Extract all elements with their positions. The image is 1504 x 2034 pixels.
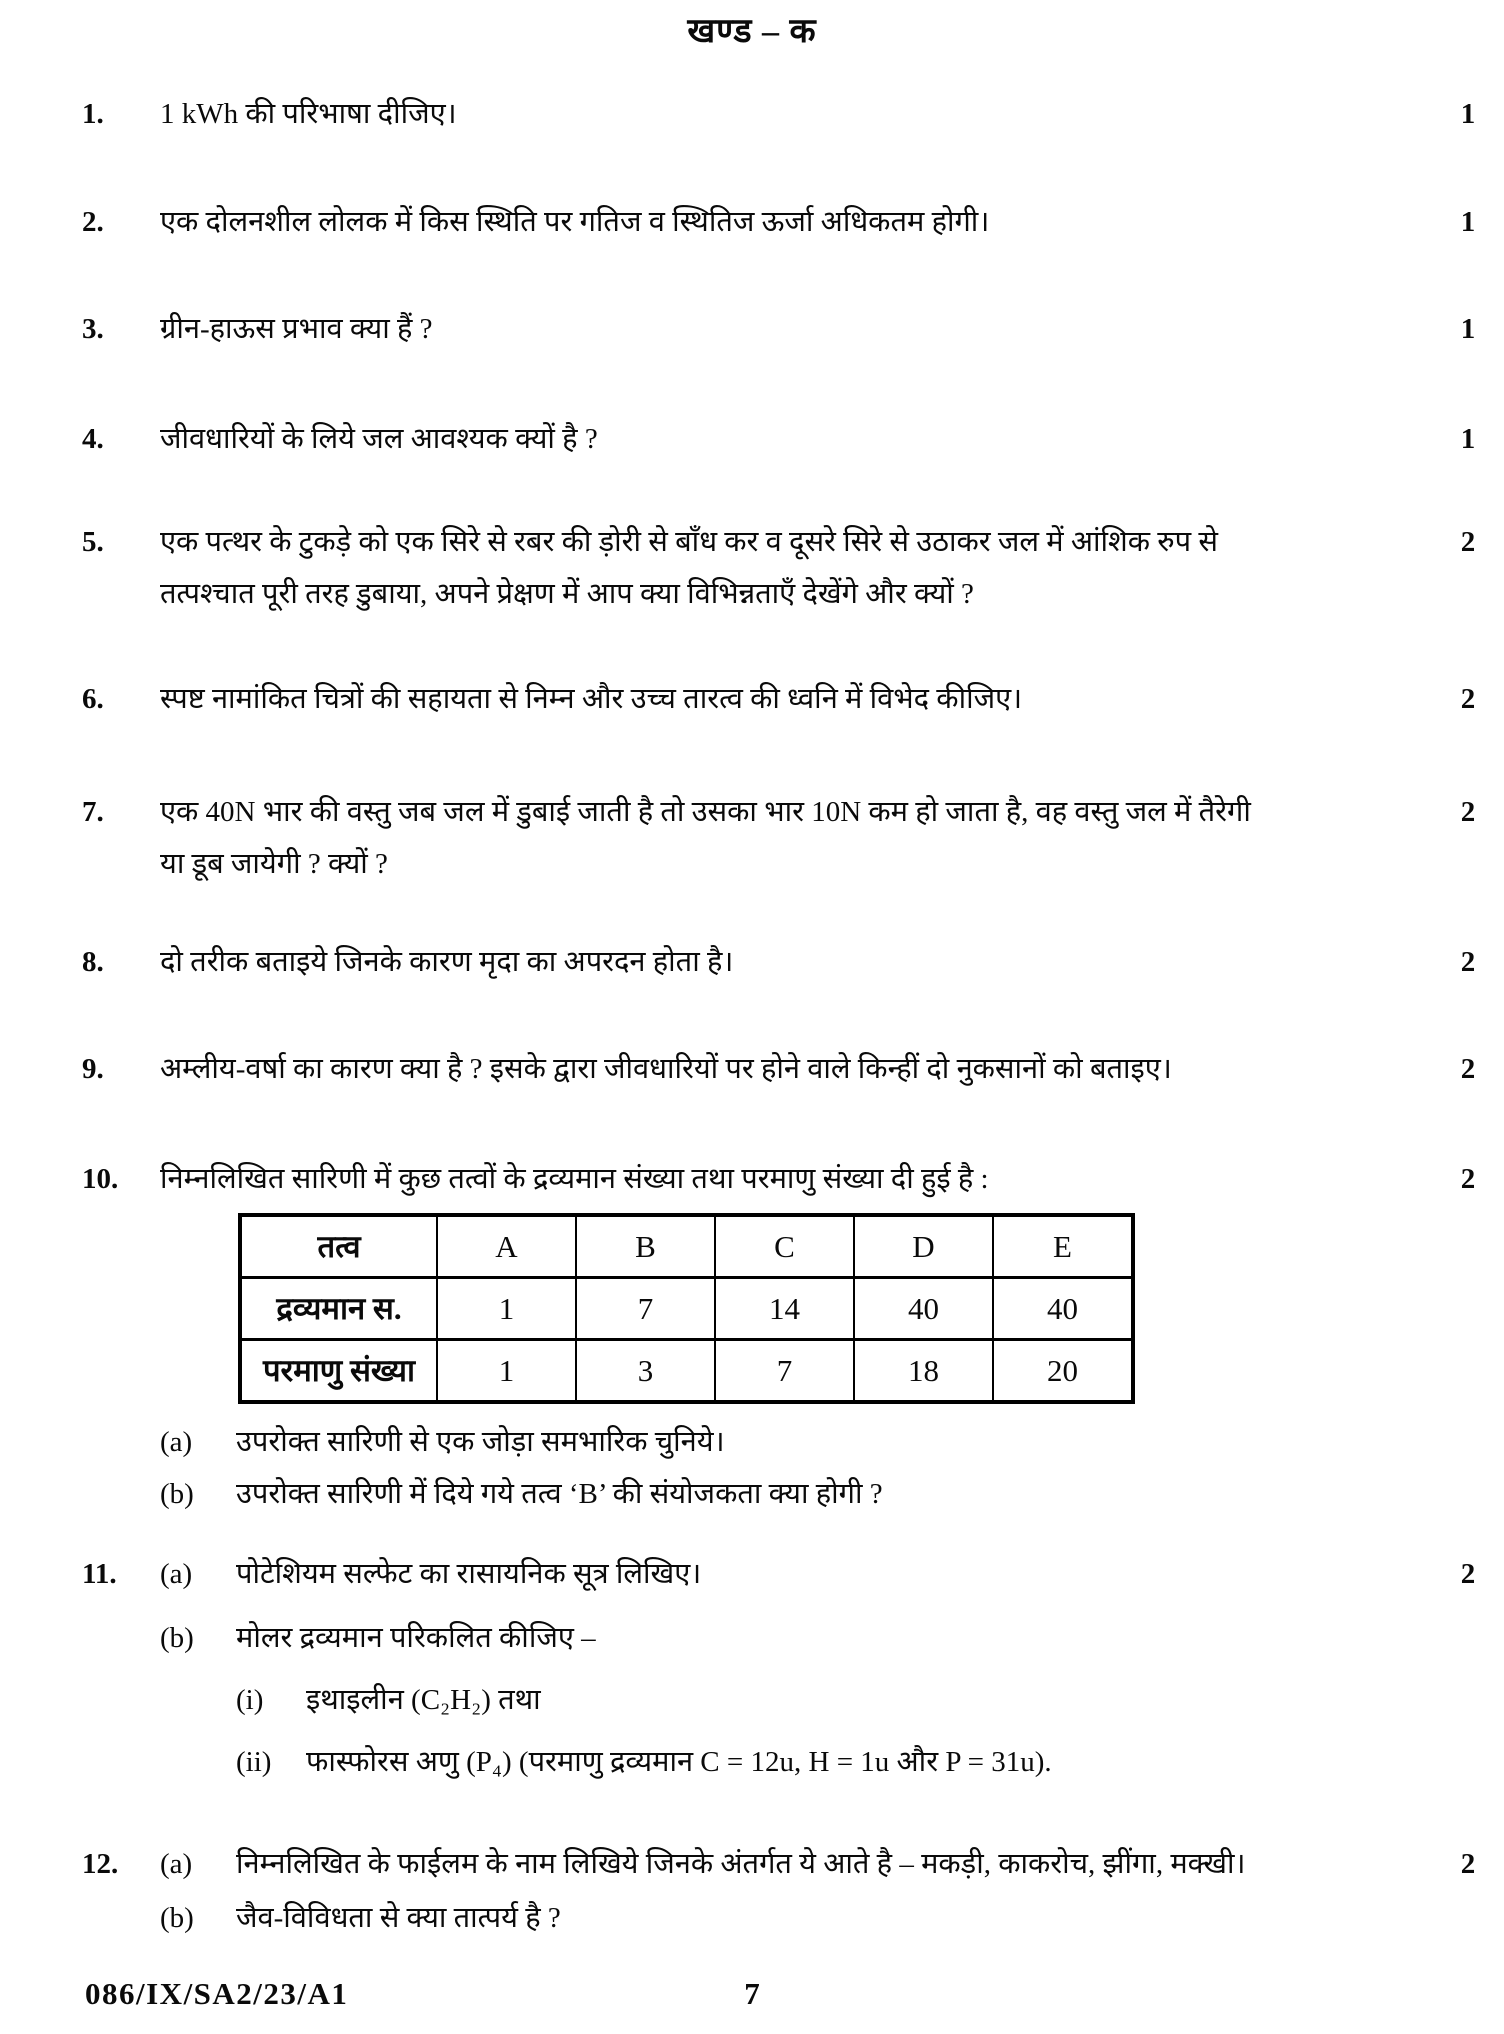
table-header-row bbox=[240, 1215, 1133, 1278]
question-6-number: 6. bbox=[82, 683, 104, 715]
question-7 bbox=[0, 786, 1504, 890]
table-cell: 7 bbox=[715, 1340, 854, 1403]
question-4 bbox=[0, 413, 1504, 465]
question-line: एक पत्थर के टुकड़े को एक सिरे से रबर की ड़ोरी से बाँध कर व दूसरे सिरे से उठाकर जल में आंशिक रुप से bbox=[160, 526, 1218, 558]
question-10 bbox=[0, 1153, 1504, 1520]
question-9 bbox=[0, 1043, 1504, 1095]
question-11-marks: 2 bbox=[1460, 1558, 1476, 1590]
table-cell: 40 bbox=[993, 1278, 1133, 1340]
part-text: जैव-विविधता से क्या तात्पर्य है ? bbox=[236, 1902, 561, 1934]
question-10-part-b bbox=[160, 1468, 1448, 1520]
part-label: (b) bbox=[160, 1902, 194, 1934]
question-11-part-b-ii bbox=[236, 1736, 1448, 1788]
elements-table bbox=[238, 1213, 1135, 1404]
question-11-part-b bbox=[160, 1612, 1448, 1788]
question-10-marks: 2 bbox=[1460, 1163, 1476, 1195]
question-4-text bbox=[160, 413, 1448, 465]
question-3 bbox=[0, 303, 1504, 355]
question-7-text bbox=[160, 786, 1448, 890]
question-11-number: 11. bbox=[82, 1558, 117, 1590]
question-line: दो तरीक बताइये जिनके कारण मृदा का अपरदन होता है। bbox=[160, 946, 734, 978]
question-line: एक 40N भार की वस्तु जब जल में डुबाई जाती है तो उसका भार 10N कम हो जाता है, वह वस्तु जल में तैरेगी bbox=[160, 796, 1251, 828]
question-1-text bbox=[160, 88, 1448, 140]
question-3-marks: 1 bbox=[1460, 313, 1476, 345]
question-10-number: 10. bbox=[82, 1163, 119, 1195]
table-row-mass-number bbox=[240, 1278, 1133, 1340]
question-8-text bbox=[160, 936, 1448, 988]
question-6 bbox=[0, 673, 1504, 725]
table-cell: C bbox=[715, 1215, 854, 1278]
question-9-text bbox=[160, 1043, 1448, 1095]
table-cell: 3 bbox=[576, 1340, 715, 1403]
subpart-label: (i) bbox=[236, 1684, 264, 1716]
question-line: तत्पश्चात पूरी तरह डुबाया, अपने प्रेक्षण में आप क्या विभिन्नताएँ देखेंगे और क्यों ? bbox=[160, 578, 974, 610]
question-6-text bbox=[160, 673, 1448, 725]
question-8-marks: 2 bbox=[1460, 946, 1476, 978]
part-text: पोटेशियम सल्फेट का रासायनिक सूत्र लिखिए। bbox=[236, 1558, 702, 1590]
table-cell: E bbox=[993, 1215, 1133, 1278]
part-label: (b) bbox=[160, 1478, 194, 1510]
part-text bbox=[236, 1612, 1448, 1788]
question-11 bbox=[0, 1548, 1504, 1788]
page-number: 7 bbox=[744, 1976, 760, 2011]
question-10-text bbox=[160, 1153, 1448, 1520]
question-2-text bbox=[160, 196, 1448, 248]
question-12-marks: 2 bbox=[1460, 1848, 1476, 1880]
question-8-number: 8. bbox=[82, 946, 104, 978]
subpart-text: फास्फोरस अणु (P₄) (परमाणु द्रव्यमान C = 12u, H = 1u और P = 31u). bbox=[306, 1746, 1052, 1778]
question-11-part-b-i bbox=[236, 1674, 1448, 1726]
question-5-number: 5. bbox=[82, 526, 104, 558]
question-10-part-a bbox=[160, 1416, 1448, 1468]
question-3-text bbox=[160, 303, 1448, 355]
question-5 bbox=[0, 516, 1504, 620]
question-9-number: 9. bbox=[82, 1053, 104, 1085]
question-11-text bbox=[160, 1548, 1448, 1788]
question-line: निम्नलिखित सारिणी में कुछ तत्वों के द्रव्यमान संख्या तथा परमाणु संख्या दी हुई है : bbox=[160, 1163, 989, 1195]
part-text: उपरोक्त सारिणी में दिये गये तत्व ‘B’ की संयोजकता क्या होगी ? bbox=[236, 1478, 883, 1510]
subpart-text: इथाइलीन (C₂H₂) तथा bbox=[306, 1684, 541, 1716]
question-line: एक दोलनशील लोलक में किस स्थिति पर गतिज व स्थितिज ऊर्जा अधिकतम होगी। bbox=[160, 206, 990, 238]
question-4-marks: 1 bbox=[1460, 423, 1476, 455]
question-2-marks: 1 bbox=[1460, 206, 1476, 238]
question-9-marks: 2 bbox=[1460, 1053, 1476, 1085]
table-cell: 7 bbox=[576, 1278, 715, 1340]
part-label: (a) bbox=[160, 1426, 193, 1458]
part-b-intro: मोलर द्रव्यमान परिकलित कीजिए – bbox=[236, 1622, 596, 1654]
part-text: निम्नलिखित के फाईलम के नाम लिखिये जिनके अंतर्गत ये आते है – मकड़ी, काकरोच, झींगा, मक्खी। bbox=[236, 1848, 1246, 1880]
table-cell: D bbox=[854, 1215, 993, 1278]
table-cell: 18 bbox=[854, 1340, 993, 1403]
question-12-text bbox=[160, 1838, 1448, 1944]
table-cell: 40 bbox=[854, 1278, 993, 1340]
question-12-part-b bbox=[160, 1892, 1448, 1944]
question-2 bbox=[0, 196, 1504, 248]
question-line: अम्लीय-वर्षा का कारण क्या है ? इसके द्वारा जीवधारियों पर होने वाले किन्हीं दो नुकसानों को बताइए। bbox=[160, 1053, 1172, 1085]
table-cell: A bbox=[437, 1215, 576, 1278]
question-11-part-a bbox=[160, 1548, 1448, 1600]
section-title: खण्ड – क bbox=[687, 13, 817, 50]
question-12-part-a bbox=[160, 1838, 1448, 1890]
table-cell: परमाणु संख्या bbox=[240, 1340, 437, 1403]
question-line: या डूब जायेगी ? क्यों ? bbox=[160, 848, 388, 880]
question-1-marks: 1 bbox=[1460, 98, 1476, 130]
paper-code: 086/IX/SA2/23/A1 bbox=[85, 1976, 349, 2011]
question-8 bbox=[0, 936, 1504, 988]
question-4-number: 4. bbox=[82, 423, 104, 455]
question-1-number: 1. bbox=[82, 98, 104, 130]
subpart-label: (ii) bbox=[236, 1746, 272, 1778]
question-line: स्पष्ट नामांकित चित्रों की सहायता से निम्न और उच्च तारत्व की ध्वनि में विभेद कीजिए। bbox=[160, 683, 1023, 715]
question-12-number: 12. bbox=[82, 1848, 119, 1880]
question-6-marks: 2 bbox=[1460, 683, 1476, 715]
question-5-marks: 2 bbox=[1460, 526, 1476, 558]
table-cell: 1 bbox=[437, 1278, 576, 1340]
part-label: (b) bbox=[160, 1622, 194, 1654]
table-cell: B bbox=[576, 1215, 715, 1278]
part-label: (a) bbox=[160, 1848, 193, 1880]
table-cell: तत्व bbox=[240, 1215, 437, 1278]
part-label: (a) bbox=[160, 1558, 193, 1590]
question-line: 1 kWh की परिभाषा दीजिए। bbox=[160, 98, 457, 130]
question-12 bbox=[0, 1838, 1504, 1944]
table-cell: द्रव्यमान स. bbox=[240, 1278, 437, 1340]
question-7-number: 7. bbox=[82, 796, 104, 828]
question-3-number: 3. bbox=[82, 313, 104, 345]
question-line: जीवधारियों के लिये जल आवश्यक क्यों है ? bbox=[160, 423, 598, 455]
table-cell: 20 bbox=[993, 1340, 1133, 1403]
table-cell: 14 bbox=[715, 1278, 854, 1340]
table-cell: 1 bbox=[437, 1340, 576, 1403]
question-5-text bbox=[160, 516, 1448, 620]
question-line: ग्रीन-हाऊस प्रभाव क्या हैं ? bbox=[160, 313, 433, 345]
question-1 bbox=[0, 88, 1504, 140]
question-2-number: 2. bbox=[82, 206, 104, 238]
part-text: उपरोक्त सारिणी से एक जोड़ा समभारिक चुनिये। bbox=[236, 1426, 725, 1458]
question-7-marks: 2 bbox=[1460, 796, 1476, 828]
table-row-atomic-number bbox=[240, 1340, 1133, 1403]
